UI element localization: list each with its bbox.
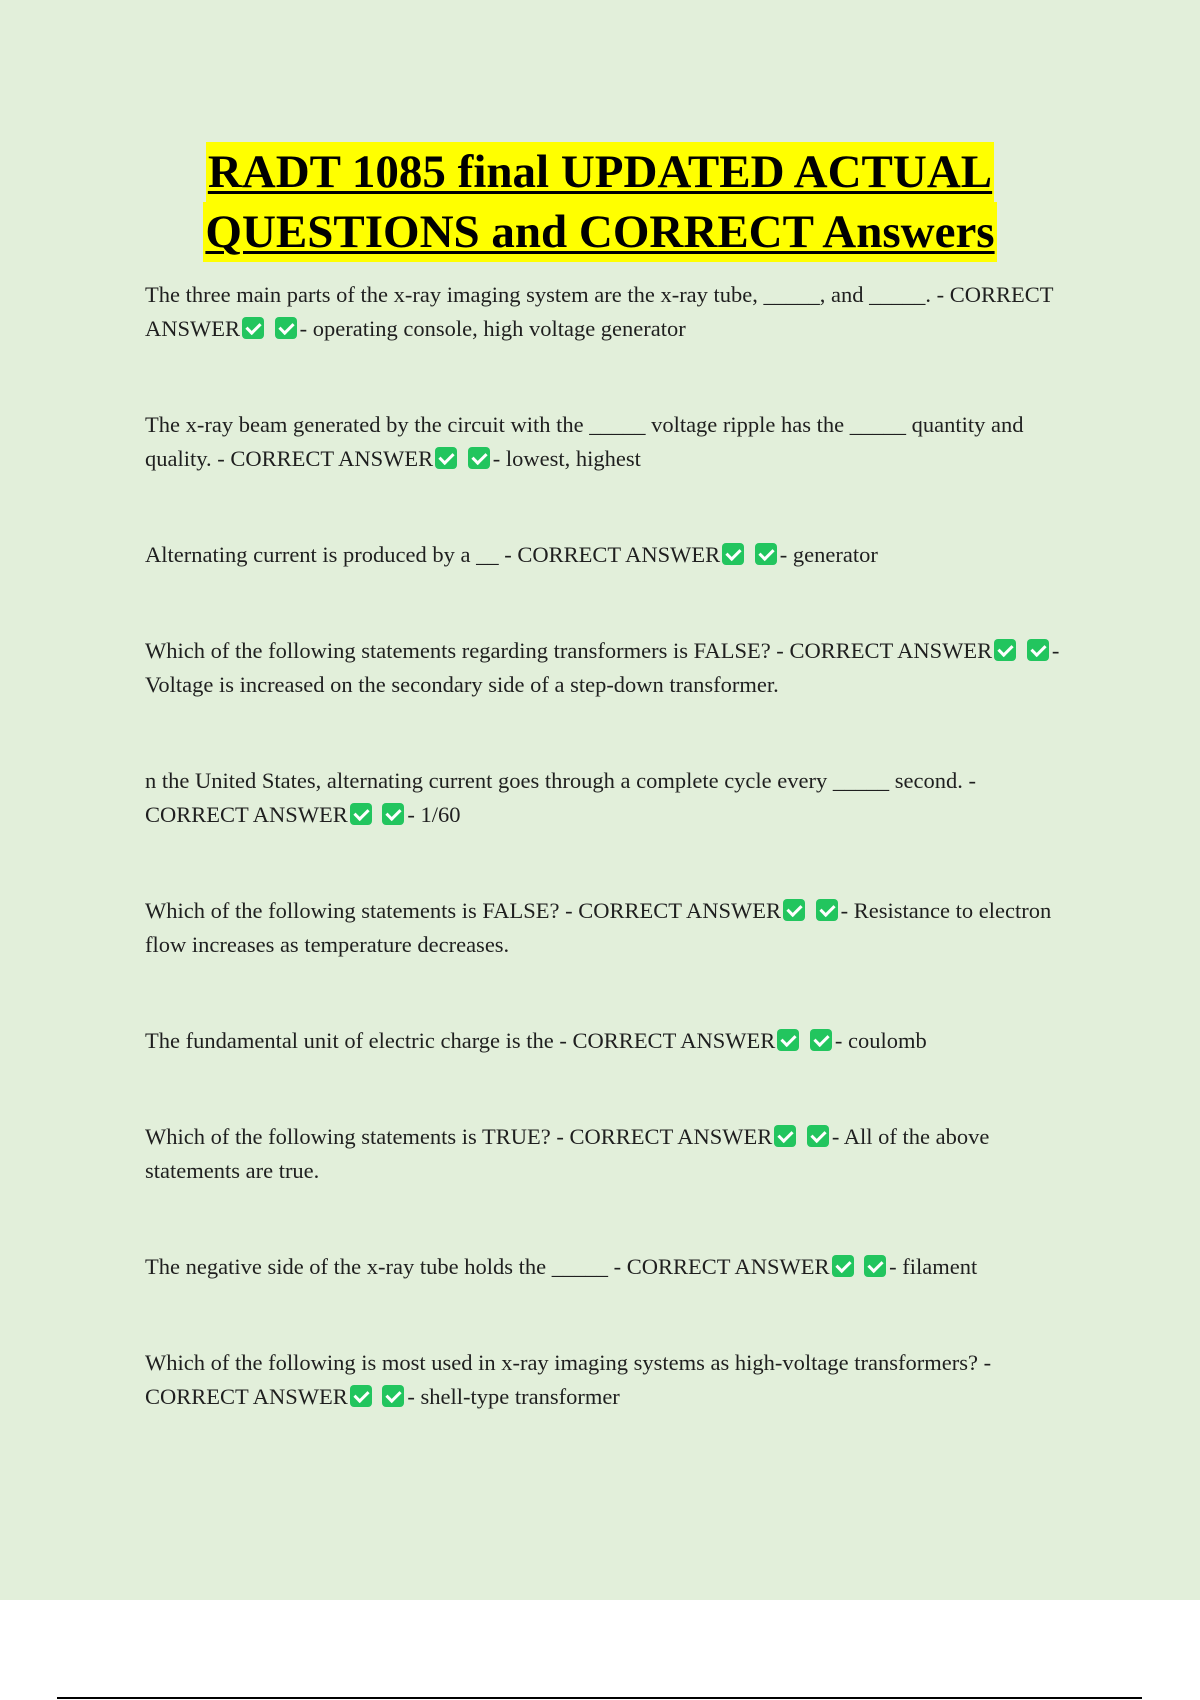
answer-marker: CORRECT ANSWER <box>789 638 993 663</box>
answer-marker: CORRECT ANSWER <box>230 446 434 471</box>
checkmark-icon <box>1027 639 1049 661</box>
answer-marker: CORRECT ANSWER <box>626 1254 830 1279</box>
answer-text: coulomb <box>848 1028 927 1053</box>
answer-marker: CORRECT ANSWER <box>572 1028 776 1053</box>
answer-marker: CORRECT ANSWER <box>517 542 721 567</box>
checkmark-icon <box>816 899 838 921</box>
question-text: The x-ray beam generated by the circuit with the _____ voltage ripple has the _____ quantity and quality. - <box>145 412 1024 471</box>
checkmark-icon <box>994 639 1016 661</box>
question-text: Which of the following is most used in x-ray imaging systems as high-voltage transformers? - <box>145 1350 992 1375</box>
qa-item: n the United States, alternating current goes through a complete cycle every _____ second. - CORRECT ANSWER - 1/60 <box>145 768 976 827</box>
qa-item: Alternating current is produced by a __ - CORRECT ANSWER - generator <box>145 542 878 567</box>
checkmark-icon <box>783 899 805 921</box>
answer-text: All of the above statements are true. <box>145 1124 990 1183</box>
qa-item: The negative side of the x-ray tube holds the _____ - CORRECT ANSWER - filament <box>145 1254 978 1279</box>
checkmark-icon <box>832 1255 854 1277</box>
answer-marker: CORRECT ANSWER <box>145 802 348 827</box>
question-text: Alternating current is produced by a __ - <box>145 542 518 567</box>
question-text: The three main parts of the x-ray imaging system are the x-ray tube, _____, and _____. - <box>145 282 950 307</box>
answer-text: 1/60 <box>420 802 461 827</box>
question-text: Which of the following statements regarding transformers is FALSE? - <box>145 638 790 663</box>
checkmark-icon <box>722 543 744 565</box>
checkmark-icon <box>350 1385 372 1407</box>
question-text: n the United States, alternating current goes through a complete cycle every _____ second. - <box>145 768 976 793</box>
checkmark-icon <box>382 1385 404 1407</box>
checkmark-icon <box>468 447 490 469</box>
qa-item: Which of the following statements regarding transformers is FALSE? - CORRECT ANSWER - Voltage is increased on the secondary side of a step-down transformer. <box>145 638 1060 697</box>
checkmark-icon <box>810 1029 832 1051</box>
checkmark-icon <box>435 447 457 469</box>
checkmark-icon <box>777 1029 799 1051</box>
checkmark-icon <box>382 803 404 825</box>
question-text: Which of the following statements is FALSE? - <box>145 898 579 923</box>
qa-item: The fundamental unit of electric charge is the - CORRECT ANSWER - coulomb <box>145 1028 927 1053</box>
checkmark-icon <box>774 1125 796 1147</box>
answer-marker: CORRECT ANSWER <box>569 1124 773 1149</box>
qa-item: The three main parts of the x-ray imaging system are the x-ray tube, _____, and _____. - CORRECT ANSWER - operating console, high voltage generator <box>145 282 1054 341</box>
answer-text: generator <box>792 542 878 567</box>
question-text: The fundamental unit of electric charge is the - <box>145 1028 573 1053</box>
document-title <box>0 142 1200 262</box>
qa-item: Which of the following is most used in x-ray imaging systems as high-voltage transformers? - CORRECT ANSWER - shell-type transformer <box>145 1350 992 1409</box>
answer-text: lowest, highest <box>505 446 641 471</box>
qa-item: The x-ray beam generated by the circuit with the _____ voltage ripple has the _____ quantity and quality. - CORRECT ANSWER - lowest, highest <box>145 412 1024 471</box>
qa-item: Which of the following statements is TRUE? - CORRECT ANSWER - All of the above statements are true. <box>145 1124 990 1183</box>
answer-text: operating console, high voltage generator <box>312 316 686 341</box>
answer-text: shell-type transformer <box>420 1384 620 1409</box>
title-line-2: QUESTIONS and CORRECT Answers <box>203 202 996 262</box>
question-text: Which of the following statements is TRUE? - <box>145 1124 570 1149</box>
checkmark-icon <box>807 1125 829 1147</box>
qa-list <box>145 278 1065 1476</box>
answer-marker: CORRECT ANSWER <box>145 282 1054 341</box>
answer-text: Resistance to electron flow increases as temperature decreases. <box>145 898 1052 957</box>
footer-divider <box>57 1697 1142 1699</box>
checkmark-icon <box>864 1255 886 1277</box>
qa-item: Which of the following statements is FALSE? - CORRECT ANSWER - Resistance to electron flow increases as temperature decreases. <box>145 898 1052 957</box>
checkmark-icon <box>755 543 777 565</box>
question-text: The negative side of the x-ray tube holds the _____ - <box>145 1254 627 1279</box>
answer-text: filament <box>902 1254 978 1279</box>
answer-marker: CORRECT ANSWER <box>145 1384 348 1409</box>
checkmark-icon <box>350 803 372 825</box>
title-line-1: RADT 1085 final UPDATED ACTUAL <box>206 142 994 202</box>
checkmark-icon <box>275 317 297 339</box>
checkmark-icon <box>242 317 264 339</box>
answer-text: Voltage is increased on the secondary side of a step-down transformer. <box>145 672 779 697</box>
answer-marker: CORRECT ANSWER <box>578 898 782 923</box>
